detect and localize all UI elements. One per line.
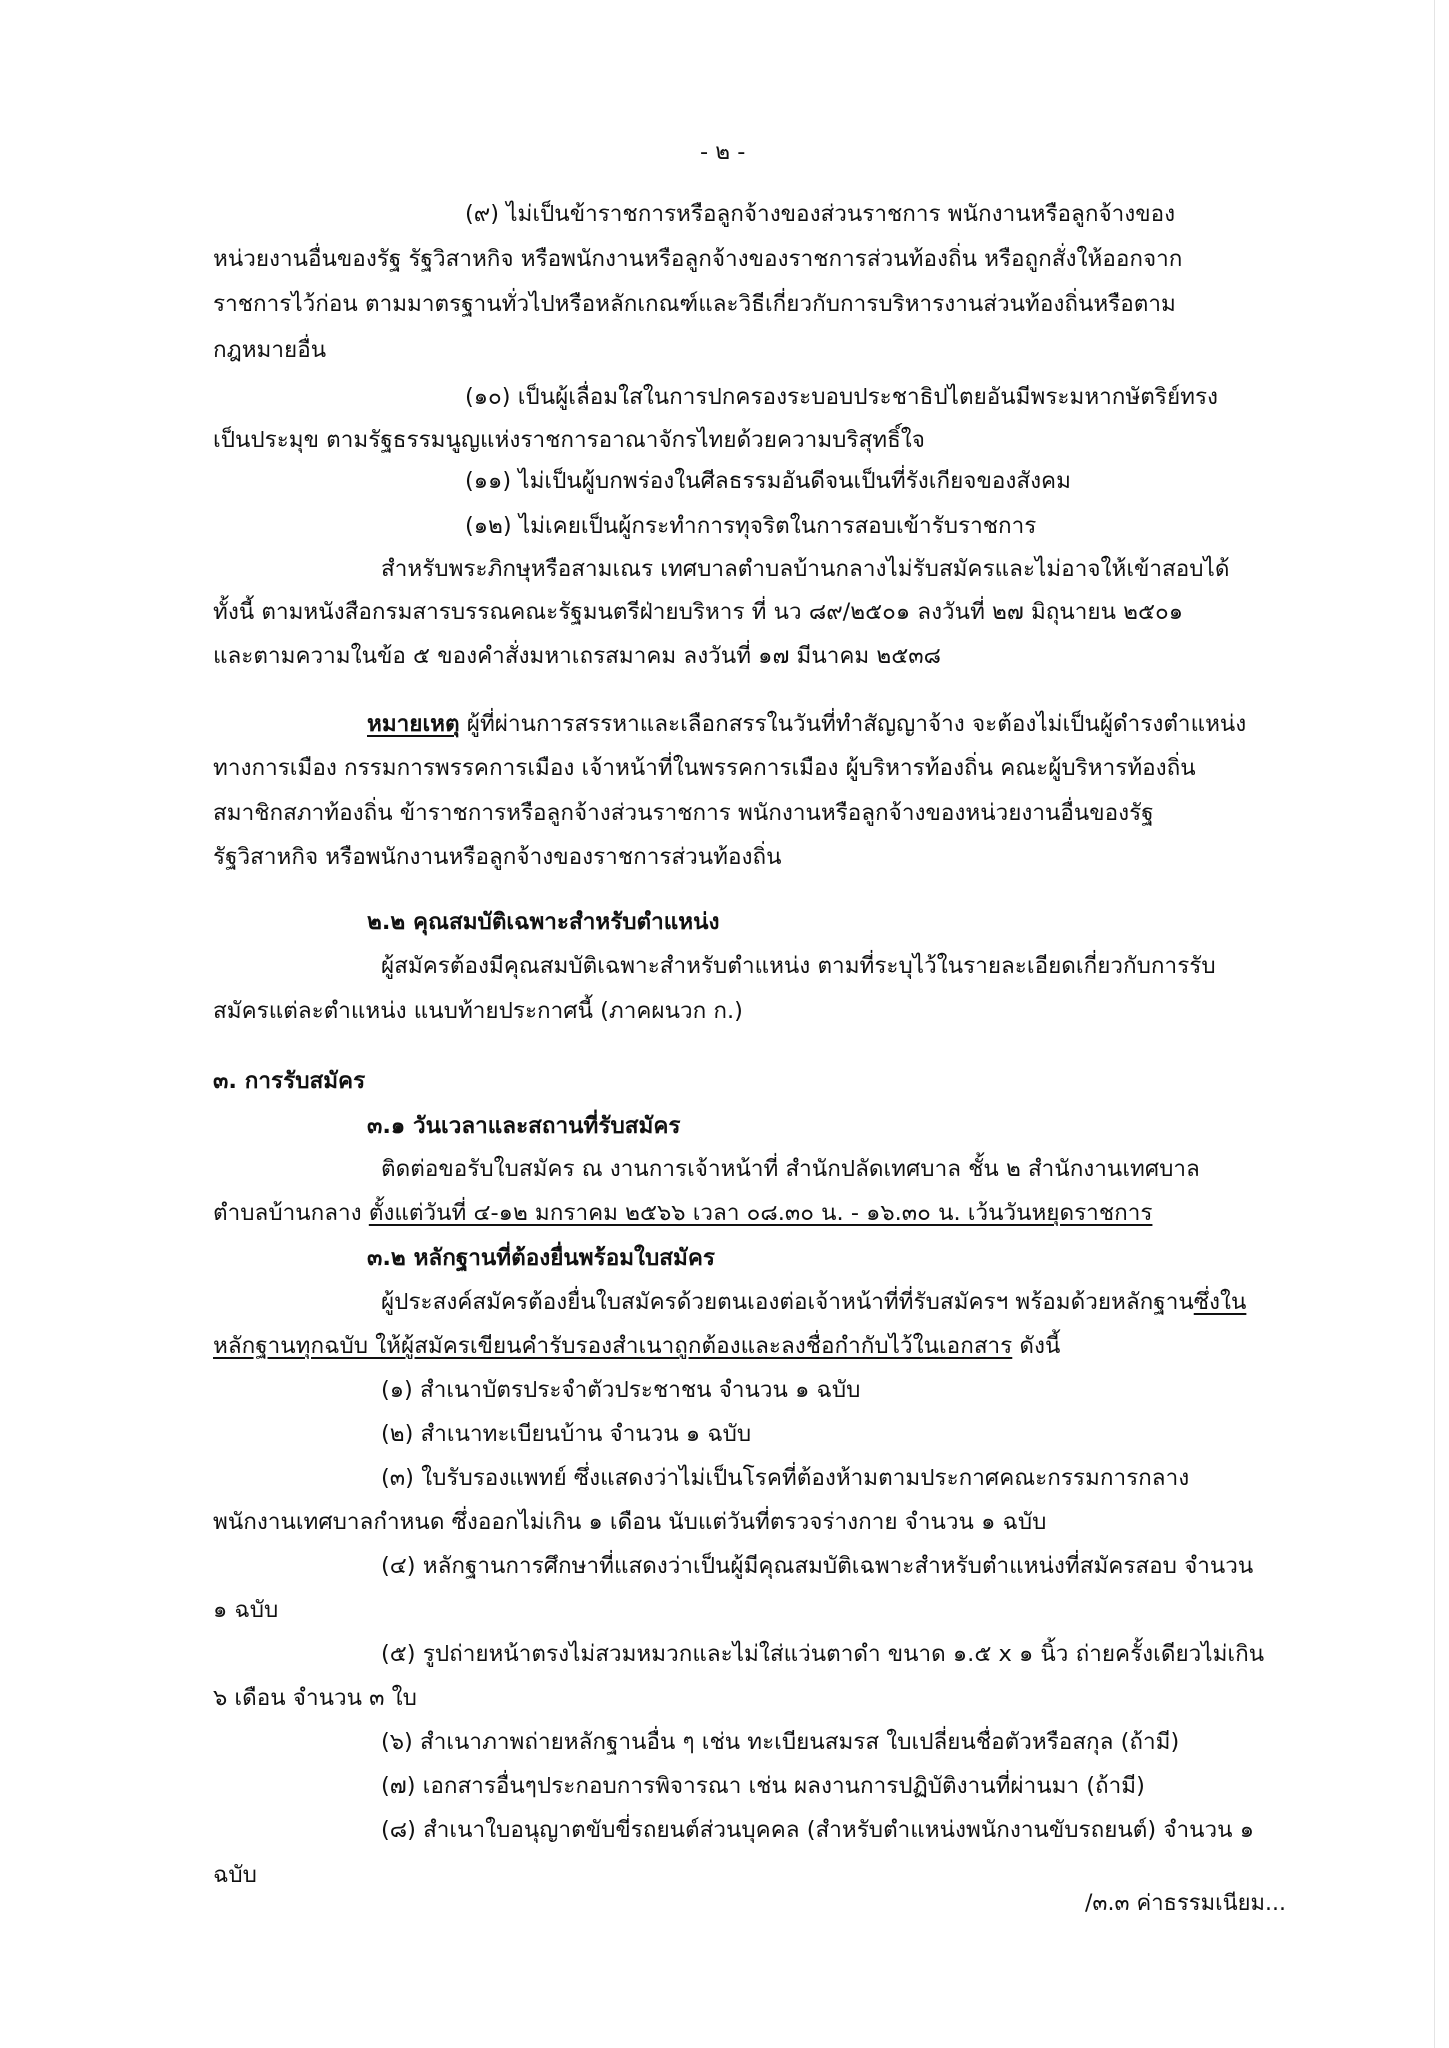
required-doc-7: (๗) เอกสารอื่นๆประกอบการพิจารณา เช่น ผลงานการปฏิบัติงานที่ผ่านมา (ถ้ามี) (381, 1773, 1145, 1799)
continuation-marker: /๓.๓ ค่าธรรมเนียม... (1085, 1891, 1287, 1916)
remark-line-4: รัฐวิสาหกิจ หรือพนักงานหรือลูกจ้างของราชการส่วนท้องถิ่น (213, 844, 782, 870)
section-3-1-heading: ๓.๑ วันเวลาและสถานที่รับสมัคร (367, 1113, 681, 1139)
page-edge (1434, 0, 1435, 2048)
monk-paragraph-line-3: และตามความในข้อ ๕ ของคำสั่งมหาเถรสมาคม ลงวันที่ ๑๗ มีนาคม ๒๕๓๘ (213, 643, 942, 669)
section-3-2-line-2-text: ดังนี้ (1012, 1333, 1061, 1359)
section-3-2-line-1-underlined: ซึ่งใน (1193, 1289, 1247, 1315)
qualification-item-10-line-2: เป็นประมุข ตามรัฐธรรมนูญแห่งราชการอาณาจักรไทยด้วยความบริสุทธิ์ใจ (213, 427, 925, 453)
required-doc-8-line-1: (๘) สำเนาใบอนุญาตขับขี่รถยนต์ส่วนบุคคล (สำหรับตำแหน่งพนักงานขับรถยนต์) จำนวน ๑ (381, 1817, 1254, 1843)
section-3-2-line-2-underlined: หลักฐานทุกฉบับ ให้ผู้สมัครเขียนคำรับรองสำเนาถูกต้องและลงชื่อกำกับไว้ในเอกสาร (213, 1333, 1013, 1359)
required-doc-1: (๑) สำเนาบัตรประจำตัวประชาชน จำนวน ๑ ฉบับ (381, 1377, 861, 1403)
section-2-2-line-1: ผู้สมัครต้องมีคุณสมบัติเฉพาะสำหรับตำแหน่ง ตามที่ระบุไว้ในรายละเอียดเกี่ยวกับการรับ (381, 953, 1216, 979)
required-doc-3-line-2: พนักงานเทศบาลกำหนด ซึ่งออกไม่เกิน ๑ เดือน นับแต่วันที่ตรวจร่างกาย จำนวน ๑ ฉบับ (213, 1509, 1047, 1535)
section-3-1-line-2-text: ตำบลบ้านกลาง (213, 1200, 369, 1226)
remark-line-3: สมาชิกสภาท้องถิ่น ข้าราชการหรือลูกจ้างส่วนราชการ พนักงานหรือลูกจ้างของหน่วยงานอื่นของรัฐ (213, 800, 1154, 826)
section-3-2-line-1 (381, 1286, 1246, 1318)
section-3-1-line-1: ติดต่อขอรับใบสมัคร ณ งานการเจ้าหน้าที่ สำนักปลัดเทศบาล ชั้น ๒ สำนักงานเทศบาล (381, 1156, 1200, 1182)
monk-paragraph-line-2: ทั้งนี้ ตามหนังสือกรมสารบรรณคณะรัฐมนตรีฝ่ายบริหาร ที่ นว ๘๙/๒๕๐๑ ลงวันที่ ๒๗ มิถุนายน ๒๕๐๑ (213, 599, 1184, 625)
required-doc-4-line-1: (๔) หลักฐานการศึกษาที่แสดงว่าเป็นผู้มีคุณสมบัติเฉพาะสำหรับตำแหน่งที่สมัครสอบ จำนวน (381, 1553, 1254, 1579)
required-doc-8-line-2: ฉบับ (213, 1862, 257, 1888)
section-3-2-heading: ๓.๒ หลักฐานที่ต้องยื่นพร้อมใบสมัคร (367, 1245, 716, 1271)
page-number: - ๒ - (700, 139, 746, 165)
qualification-item-11: (๑๑) ไม่เป็นผู้บกพร่องในศีลธรรมอันดีจนเป็นที่รังเกียจของสังคม (465, 468, 1071, 494)
qualification-item-9-line-2: หน่วยงานอื่นของรัฐ รัฐวิสาหกิจ หรือพนักงานหรือลูกจ้างของราชการส่วนท้องถิ่น หรือถูกสั่งให้ออกจาก (213, 246, 1183, 272)
section-2-2-line-2: สมัครแต่ละตำแหน่ง แนบท้ายประกาศนี้ (ภาคผนวก ก.) (213, 998, 743, 1024)
section-2-2-heading: ๒.๒ คุณสมบัติเฉพาะสำหรับตำแหน่ง (367, 909, 720, 935)
qualification-item-12: (๑๒) ไม่เคยเป็นผู้กระทำการทุจริตในการสอบเข้ารับราชการ (465, 513, 1037, 539)
qualification-item-9-line-3: ราชการไว้ก่อน ตามมาตรฐานทั่วไปหรือหลักเกณฑ์และวิธีเกี่ยวกับการบริหารงานส่วนท้องถิ่นหรือตาม (213, 291, 1176, 317)
remark-line-1-text: ผู้ที่ผ่านการสรรหาและเลือกสรรในวันที่ทำสัญญาจ้าง จะต้องไม่เป็นผู้ดำรงตำแหน่ง (459, 711, 1247, 737)
qualification-item-9-line-4: กฎหมายอื่น (213, 337, 327, 363)
required-doc-2: (๒) สำเนาทะเบียนบ้าน จำนวน ๑ ฉบับ (381, 1421, 752, 1447)
required-doc-6: (๖) สำเนาภาพถ่ายหลักฐานอื่น ๆ เช่น ทะเบียนสมรส ใบเปลี่ยนชื่อตัวหรือสกุล (ถ้ามี) (381, 1729, 1180, 1755)
required-doc-5-line-2: ๖ เดือน จำนวน ๓ ใบ (213, 1685, 417, 1711)
qualification-item-9-line-1: (๙) ไม่เป็นข้าราชการหรือลูกจ้างของส่วนราชการ พนักงานหรือลูกจ้างของ (465, 201, 1176, 227)
section-3-2-line-2 (213, 1330, 1060, 1362)
application-period: ตั้งแต่วันที่ ๔-๑๒ มกราคม ๒๕๖๖ เวลา ๐๘.๓๐ น. - ๑๖.๓๐ น. เว้นวันหยุดราชการ (368, 1200, 1153, 1226)
monk-paragraph-line-1: สำหรับพระภิกษุหรือสามเณร เทศบาลตำบลบ้านกลางไม่รับสมัครและไม่อาจให้เข้าสอบได้ (381, 556, 1230, 582)
qualification-item-10-line-1: (๑๐) เป็นผู้เลื่อมใสในการปกครองระบอบประชาธิปไตยอันมีพระมหากษัตริย์ทรง (465, 384, 1219, 410)
section-3-heading: ๓. การรับสมัคร (213, 1068, 366, 1094)
required-doc-3-line-1: (๓) ใบรับรองแพทย์ ซึ่งแสดงว่าไม่เป็นโรคที่ต้องห้ามตามประกาศคณะกรรมการกลาง (381, 1465, 1190, 1491)
section-3-1-line-2 (213, 1197, 1152, 1229)
required-doc-5-line-1: (๕) รูปถ่ายหน้าตรงไม่สวมหมวกและไม่ใส่แว่นตาดำ ขนาด ๑.๕ x ๑ นิ้ว ถ่ายครั้งเดียวไม่เกิน (381, 1641, 1265, 1667)
remark-line-2: ทางการเมือง กรรมการพรรคการเมือง เจ้าหน้าที่ในพรรคการเมือง ผู้บริหารท้องถิ่น คณะผู้บริหารท้องถิ่น (213, 755, 1196, 781)
remark-label: หมายเหตุ (367, 711, 460, 737)
required-doc-4-line-2: ๑ ฉบับ (213, 1597, 279, 1623)
section-3-2-line-1-text: ผู้ประสงค์สมัครต้องยื่นใบสมัครด้วยตนเองต่อเจ้าหน้าที่ที่รับสมัครฯ พร้อมด้วยหลักฐาน (381, 1289, 1194, 1315)
remark-line-1 (367, 708, 1246, 740)
